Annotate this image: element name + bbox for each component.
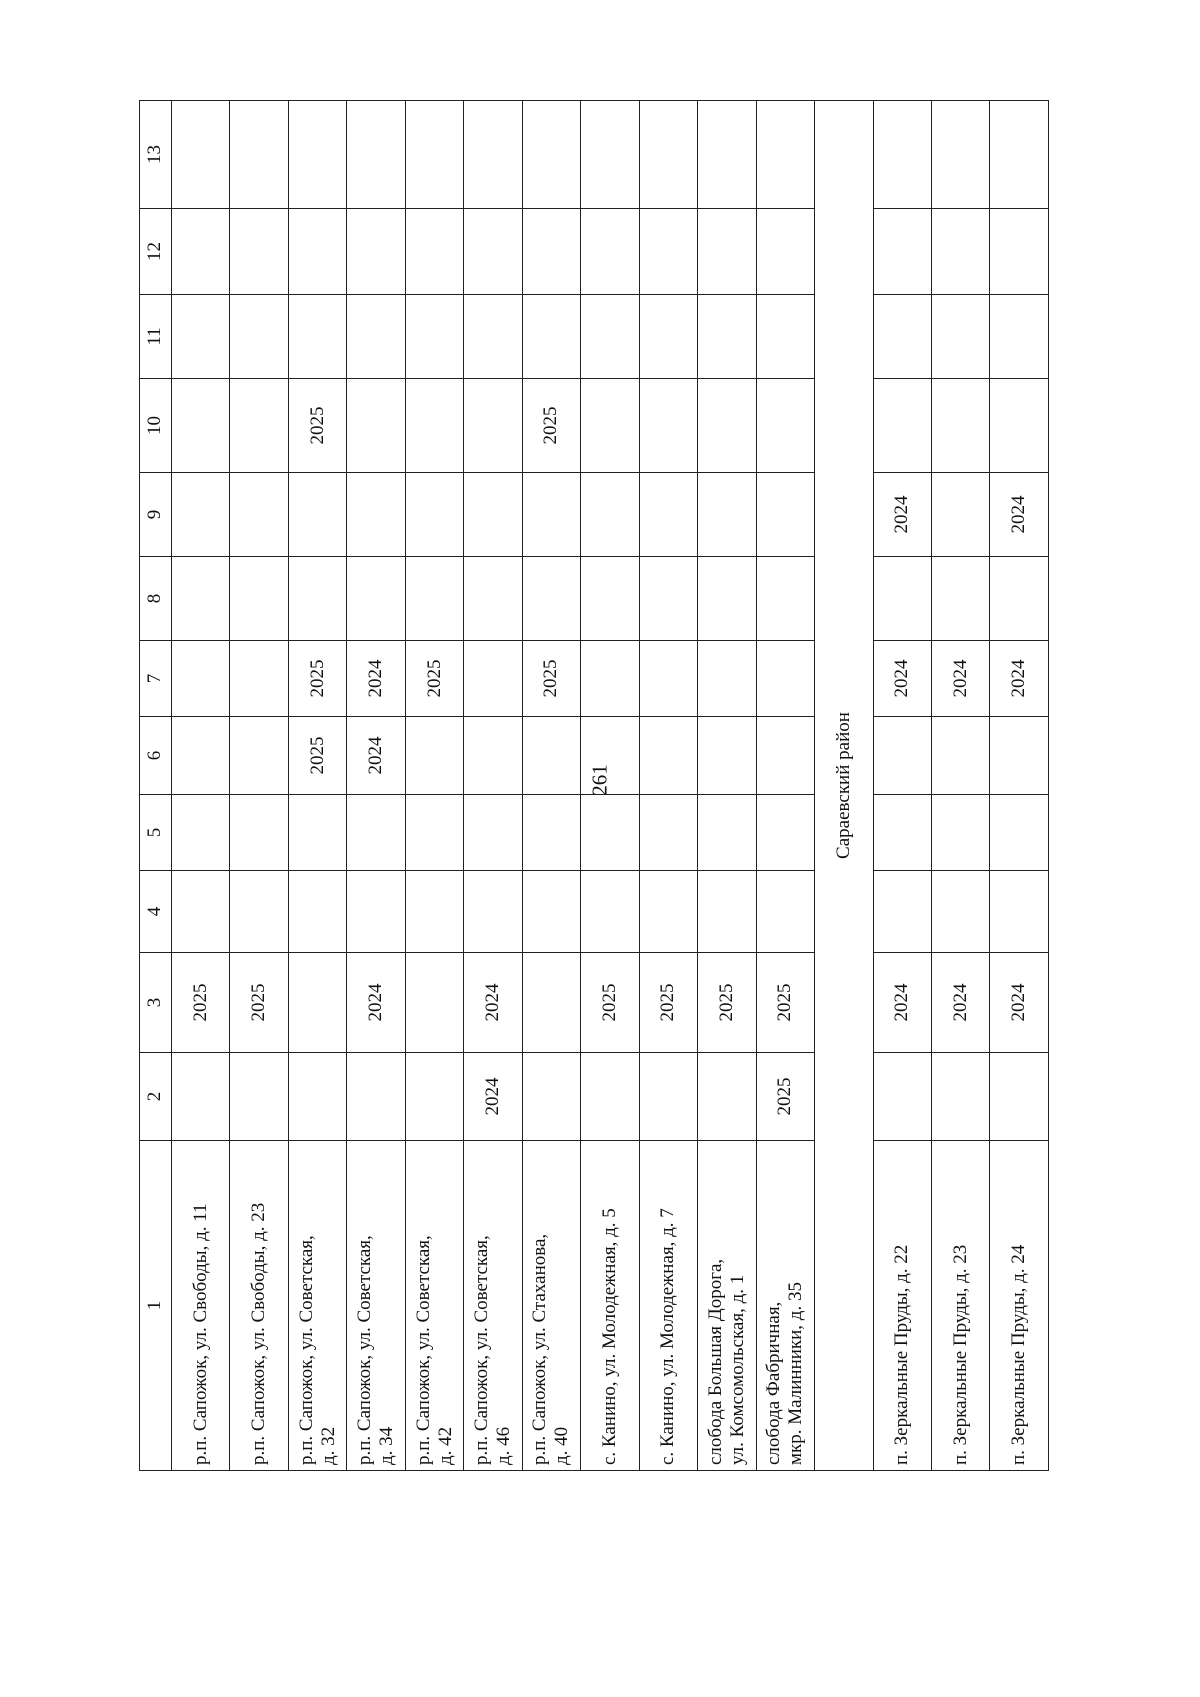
year-cell: 2024 bbox=[990, 473, 1049, 557]
table-row bbox=[464, 101, 522, 1471]
column-header-4: 4 bbox=[140, 871, 172, 953]
empty-cell bbox=[639, 641, 697, 717]
empty-cell bbox=[990, 871, 1049, 953]
year-cell: 2025 bbox=[698, 953, 756, 1053]
address-cell: р.п. Сапожок, ул. Советская, д. 46 bbox=[464, 1141, 522, 1471]
year-cell: 2024 bbox=[464, 1053, 522, 1141]
empty-cell bbox=[581, 641, 639, 717]
empty-cell bbox=[873, 871, 931, 953]
schedule-table bbox=[139, 100, 1049, 1471]
empty-cell bbox=[171, 209, 229, 295]
empty-cell bbox=[405, 473, 463, 557]
empty-cell bbox=[756, 379, 814, 473]
year-cell: 2025 bbox=[756, 953, 814, 1053]
empty-cell bbox=[171, 641, 229, 717]
table-row bbox=[405, 101, 463, 1471]
year-cell: 2025 bbox=[522, 641, 580, 717]
empty-cell bbox=[347, 871, 405, 953]
empty-cell bbox=[464, 101, 522, 209]
empty-cell bbox=[288, 557, 346, 641]
empty-cell bbox=[581, 101, 639, 209]
year-cell: 2024 bbox=[347, 717, 405, 795]
column-header-11: 11 bbox=[140, 295, 172, 379]
empty-cell bbox=[639, 557, 697, 641]
empty-cell bbox=[230, 101, 288, 209]
empty-cell bbox=[171, 795, 229, 871]
empty-cell bbox=[522, 795, 580, 871]
column-header-3: 3 bbox=[140, 953, 172, 1053]
empty-cell bbox=[230, 717, 288, 795]
address-cell: р.п. Сапожок, ул. Советская, д. 42 bbox=[405, 1141, 463, 1471]
empty-cell bbox=[873, 795, 931, 871]
column-header-10: 10 bbox=[140, 379, 172, 473]
empty-cell bbox=[931, 717, 989, 795]
empty-cell bbox=[464, 795, 522, 871]
address-cell: слобода Большая Дорога, ул. Комсомольская, д. 1 bbox=[698, 1141, 756, 1471]
empty-cell bbox=[288, 1053, 346, 1141]
empty-cell bbox=[990, 379, 1049, 473]
year-cell: 2025 bbox=[581, 953, 639, 1053]
empty-cell bbox=[171, 295, 229, 379]
empty-cell bbox=[464, 209, 522, 295]
table-rotator bbox=[139, 100, 1049, 1470]
empty-cell bbox=[347, 1053, 405, 1141]
empty-cell bbox=[756, 795, 814, 871]
empty-cell bbox=[639, 871, 697, 953]
empty-cell bbox=[990, 557, 1049, 641]
empty-cell bbox=[464, 379, 522, 473]
empty-cell bbox=[405, 795, 463, 871]
year-cell: 2025 bbox=[522, 379, 580, 473]
empty-cell bbox=[756, 717, 814, 795]
empty-cell bbox=[171, 101, 229, 209]
empty-cell bbox=[347, 557, 405, 641]
empty-cell bbox=[522, 871, 580, 953]
empty-cell bbox=[405, 379, 463, 473]
empty-cell bbox=[171, 871, 229, 953]
empty-cell bbox=[230, 871, 288, 953]
empty-cell bbox=[288, 295, 346, 379]
address-cell: р.п. Сапожок, ул. Советская, д. 34 bbox=[347, 1141, 405, 1471]
table-row bbox=[288, 101, 346, 1471]
empty-cell bbox=[873, 209, 931, 295]
year-cell: 2025 bbox=[405, 641, 463, 717]
district-table-row bbox=[931, 101, 989, 1471]
empty-cell bbox=[639, 295, 697, 379]
year-cell: 2024 bbox=[347, 641, 405, 717]
header-row bbox=[140, 101, 172, 1471]
year-cell: 2024 bbox=[464, 953, 522, 1053]
empty-cell bbox=[873, 557, 931, 641]
empty-cell bbox=[756, 557, 814, 641]
empty-cell bbox=[990, 295, 1049, 379]
empty-cell bbox=[405, 871, 463, 953]
year-cell: 2025 bbox=[288, 717, 346, 795]
address-cell: с. Канино, ул. Молодежная, д. 7 bbox=[639, 1141, 697, 1471]
year-cell: 2025 bbox=[288, 379, 346, 473]
table-row bbox=[639, 101, 697, 1471]
empty-cell bbox=[873, 1053, 931, 1141]
empty-cell bbox=[581, 379, 639, 473]
empty-cell bbox=[639, 795, 697, 871]
district-table-row bbox=[873, 101, 931, 1471]
year-cell: 2024 bbox=[873, 953, 931, 1053]
empty-cell bbox=[581, 209, 639, 295]
empty-cell bbox=[464, 557, 522, 641]
column-header-13: 13 bbox=[140, 101, 172, 209]
empty-cell bbox=[230, 295, 288, 379]
empty-cell bbox=[931, 379, 989, 473]
empty-cell bbox=[522, 295, 580, 379]
empty-cell bbox=[931, 473, 989, 557]
year-cell: 2024 bbox=[873, 641, 931, 717]
empty-cell bbox=[230, 473, 288, 557]
empty-cell bbox=[288, 101, 346, 209]
empty-cell bbox=[581, 795, 639, 871]
year-cell: 2025 bbox=[756, 1053, 814, 1141]
empty-cell bbox=[288, 473, 346, 557]
page-number: 261 bbox=[587, 764, 612, 796]
year-cell: 2024 bbox=[990, 953, 1049, 1053]
district-table-row bbox=[990, 101, 1049, 1471]
empty-cell bbox=[405, 101, 463, 209]
empty-cell bbox=[230, 209, 288, 295]
empty-cell bbox=[639, 101, 697, 209]
table-body bbox=[140, 101, 1049, 1471]
empty-cell bbox=[405, 295, 463, 379]
empty-cell bbox=[347, 209, 405, 295]
empty-cell bbox=[171, 473, 229, 557]
empty-cell bbox=[990, 1053, 1049, 1141]
empty-cell bbox=[347, 795, 405, 871]
year-cell: 2024 bbox=[990, 641, 1049, 717]
empty-cell bbox=[347, 379, 405, 473]
empty-cell bbox=[639, 473, 697, 557]
column-header-9: 9 bbox=[140, 473, 172, 557]
empty-cell bbox=[698, 473, 756, 557]
empty-cell bbox=[522, 101, 580, 209]
address-cell: п. Зеркальные Пруды, д. 22 bbox=[873, 1141, 931, 1471]
empty-cell bbox=[230, 641, 288, 717]
empty-cell bbox=[171, 557, 229, 641]
empty-cell bbox=[873, 295, 931, 379]
empty-cell bbox=[522, 717, 580, 795]
empty-cell bbox=[171, 379, 229, 473]
empty-cell bbox=[698, 717, 756, 795]
empty-cell bbox=[873, 101, 931, 209]
column-header-5: 5 bbox=[140, 795, 172, 871]
table-row bbox=[756, 101, 814, 1471]
empty-cell bbox=[756, 871, 814, 953]
empty-cell bbox=[931, 871, 989, 953]
year-cell: 2025 bbox=[230, 953, 288, 1053]
empty-cell bbox=[230, 379, 288, 473]
column-header-1: 1 bbox=[140, 1141, 172, 1471]
empty-cell bbox=[230, 557, 288, 641]
empty-cell bbox=[698, 379, 756, 473]
empty-cell bbox=[464, 473, 522, 557]
empty-cell bbox=[990, 717, 1049, 795]
empty-cell bbox=[639, 379, 697, 473]
address-cell: п. Зеркальные Пруды, д. 23 bbox=[931, 1141, 989, 1471]
year-cell: 2024 bbox=[931, 953, 989, 1053]
empty-cell bbox=[931, 795, 989, 871]
empty-cell bbox=[698, 295, 756, 379]
empty-cell bbox=[931, 1053, 989, 1141]
empty-cell bbox=[347, 295, 405, 379]
year-cell: 2024 bbox=[347, 953, 405, 1053]
address-cell: р.п. Сапожок, ул. Стаханова, д. 40 bbox=[522, 1141, 580, 1471]
empty-cell bbox=[405, 953, 463, 1053]
empty-cell bbox=[581, 295, 639, 379]
empty-cell bbox=[288, 871, 346, 953]
address-cell: слобода Фабричная, мкр. Малинники, д. 35 bbox=[756, 1141, 814, 1471]
empty-cell bbox=[288, 953, 346, 1053]
empty-cell bbox=[288, 209, 346, 295]
empty-cell bbox=[464, 295, 522, 379]
empty-cell bbox=[464, 641, 522, 717]
empty-cell bbox=[990, 101, 1049, 209]
empty-cell bbox=[347, 101, 405, 209]
table-row bbox=[581, 101, 639, 1471]
empty-cell bbox=[639, 717, 697, 795]
table-row bbox=[522, 101, 580, 1471]
empty-cell bbox=[581, 871, 639, 953]
column-header-2: 2 bbox=[140, 1053, 172, 1141]
empty-cell bbox=[522, 1053, 580, 1141]
table-row bbox=[347, 101, 405, 1471]
year-cell: 2025 bbox=[639, 953, 697, 1053]
empty-cell bbox=[698, 101, 756, 209]
empty-cell bbox=[698, 871, 756, 953]
year-cell: 2025 bbox=[171, 953, 229, 1053]
address-cell: р.п. Сапожок, ул. Свободы, д. 23 bbox=[230, 1141, 288, 1471]
year-cell: 2025 bbox=[288, 641, 346, 717]
empty-cell bbox=[931, 557, 989, 641]
address-cell: п. Зеркальные Пруды, д. 24 bbox=[990, 1141, 1049, 1471]
empty-cell bbox=[171, 717, 229, 795]
empty-cell bbox=[347, 473, 405, 557]
empty-cell bbox=[756, 101, 814, 209]
empty-cell bbox=[698, 641, 756, 717]
empty-cell bbox=[522, 209, 580, 295]
column-header-6: 6 bbox=[140, 717, 172, 795]
empty-cell bbox=[873, 379, 931, 473]
address-cell: р.п. Сапожок, ул. Свободы, д. 11 bbox=[171, 1141, 229, 1471]
empty-cell bbox=[405, 557, 463, 641]
empty-cell bbox=[581, 717, 639, 795]
empty-cell bbox=[522, 557, 580, 641]
empty-cell bbox=[931, 101, 989, 209]
district-row bbox=[815, 101, 873, 1471]
column-header-12: 12 bbox=[140, 209, 172, 295]
empty-cell bbox=[756, 295, 814, 379]
table-row bbox=[171, 101, 229, 1471]
empty-cell bbox=[522, 473, 580, 557]
district-heading: Сараевский район bbox=[815, 101, 873, 1471]
empty-cell bbox=[405, 717, 463, 795]
address-cell: с. Канино, ул. Молодежная, д. 5 bbox=[581, 1141, 639, 1471]
address-cell: р.п. Сапожок, ул. Советская, д. 32 bbox=[288, 1141, 346, 1471]
empty-cell bbox=[464, 717, 522, 795]
empty-cell bbox=[581, 557, 639, 641]
empty-cell bbox=[931, 295, 989, 379]
empty-cell bbox=[581, 473, 639, 557]
empty-cell bbox=[698, 557, 756, 641]
empty-cell bbox=[698, 209, 756, 295]
empty-cell bbox=[698, 795, 756, 871]
empty-cell bbox=[756, 209, 814, 295]
empty-cell bbox=[698, 1053, 756, 1141]
empty-cell bbox=[990, 209, 1049, 295]
column-header-7: 7 bbox=[140, 641, 172, 717]
table-row bbox=[698, 101, 756, 1471]
table-row bbox=[230, 101, 288, 1471]
empty-cell bbox=[230, 1053, 288, 1141]
empty-cell bbox=[639, 1053, 697, 1141]
empty-cell bbox=[405, 1053, 463, 1141]
column-header-8: 8 bbox=[140, 557, 172, 641]
empty-cell bbox=[931, 209, 989, 295]
empty-cell bbox=[756, 641, 814, 717]
empty-cell bbox=[522, 953, 580, 1053]
empty-cell bbox=[639, 209, 697, 295]
empty-cell bbox=[990, 795, 1049, 871]
empty-cell bbox=[288, 795, 346, 871]
year-cell: 2024 bbox=[931, 641, 989, 717]
empty-cell bbox=[171, 1053, 229, 1141]
empty-cell bbox=[464, 871, 522, 953]
empty-cell bbox=[873, 717, 931, 795]
empty-cell bbox=[230, 795, 288, 871]
empty-cell bbox=[405, 209, 463, 295]
empty-cell bbox=[581, 1053, 639, 1141]
year-cell: 2024 bbox=[873, 473, 931, 557]
empty-cell bbox=[756, 473, 814, 557]
